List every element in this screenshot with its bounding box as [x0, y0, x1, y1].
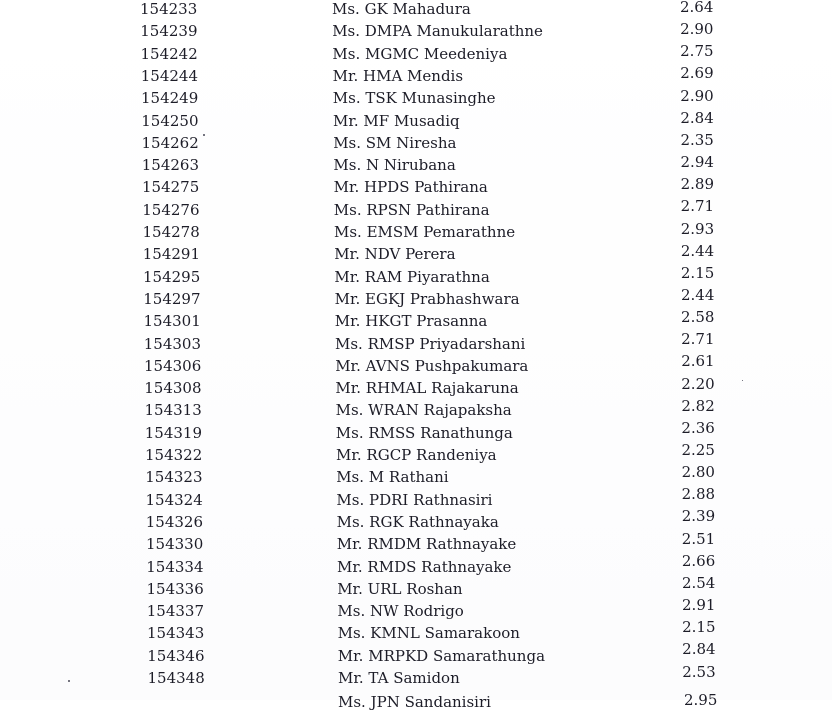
student-id: 154337 [146, 602, 205, 621]
student-id: 154242 [140, 44, 198, 63]
student-id: 154297 [143, 289, 201, 308]
table-row [0, 43, 832, 65]
gpa-score: 2.84 [682, 640, 716, 659]
student-name: Ms. GK Mahadura [332, 0, 471, 18]
student-name: Ms. MGMC Meedeniya [332, 44, 508, 63]
student-id: 154326 [145, 512, 204, 531]
student-name: Mr. EGKJ Prabhashwara [334, 289, 520, 308]
student-id: 154324 [145, 490, 203, 509]
student-name: Mr. URL Roshan [337, 579, 463, 598]
gpa-score: 2.95 [684, 691, 718, 709]
student-name: Ms. NW Rodrigo [337, 602, 464, 621]
student-name: Ms. SM Niresha [333, 133, 457, 152]
student-name: Mr. TA Samidon [338, 669, 460, 687]
gpa-score: 2.90 [680, 20, 714, 39]
student-id: 154319 [144, 423, 203, 442]
gpa-score: 2.71 [680, 197, 715, 216]
gpa-score: 2.64 [680, 0, 714, 16]
student-name: Ms. N Nirubana [333, 156, 456, 175]
gpa-score: 2.61 [681, 352, 715, 371]
gpa-score: 2.58 [681, 308, 715, 327]
student-id: 154334 [146, 557, 204, 576]
student-name: Mr. HPDS Pathirana [333, 178, 488, 197]
student-id: 154330 [146, 535, 204, 554]
student-name: Ms. KMNL Samarakoon [337, 624, 520, 643]
student-id: 154303 [143, 334, 202, 353]
student-name: Mr. RHMAL Rajakaruna [335, 379, 519, 398]
student-name: Mr. RAM Piyarathna [334, 267, 490, 286]
gpa-score: 2.88 [681, 485, 716, 504]
student-id: 154295 [143, 267, 201, 286]
gpa-score: 2.94 [680, 153, 714, 172]
student-id: 154323 [145, 468, 203, 487]
student-id: 154249 [141, 89, 199, 108]
student-id: 154348 [147, 669, 205, 687]
student-name: Ms. RMSP Priyadarshani [335, 334, 526, 353]
gpa-score: 2.89 [680, 175, 714, 194]
student-id: 154343 [147, 624, 205, 643]
student-id: 154322 [145, 446, 203, 464]
gpa-score: 2.15 [680, 263, 715, 282]
student-id: 154263 [141, 156, 200, 175]
gpa-score: 2.71 [681, 330, 715, 349]
student-name: Mr. RMDM Rathnayake [336, 535, 517, 554]
student-name: Ms. EMSM Pemarathne [334, 223, 516, 241]
student-name: Ms. RMSS Ranathunga [335, 423, 513, 442]
student-name: Mr. NDV Perera [334, 245, 456, 264]
student-name: Ms. JPN Sandanisiri [338, 693, 491, 711]
student-id: 154313 [144, 401, 202, 420]
student-name: Mr. AVNS Pushpakumara [335, 356, 529, 375]
scan-speck [68, 680, 70, 682]
student-name: Ms. DMPA Manukularathne [332, 22, 543, 41]
gpa-score: 2.93 [680, 219, 715, 238]
student-name: Ms. RPSN Pathirana [333, 200, 490, 219]
gpa-score: 2.39 [681, 507, 716, 526]
student-id: 154336 [146, 579, 204, 598]
gpa-score: 2.36 [681, 418, 715, 437]
table-row [0, 20, 832, 42]
student-name: Ms. RGK Rathnayaka [336, 512, 499, 531]
gpa-score: 2.44 [680, 241, 715, 260]
student-name: Ms. PDRI Rathnasiri [336, 490, 493, 509]
student-id: 154278 [142, 223, 200, 241]
gpa-score: 2.15 [682, 618, 716, 637]
student-id: 154308 [144, 379, 202, 398]
student-id: 154250 [141, 111, 199, 130]
student-id: 154233 [140, 0, 198, 18]
student-name: Ms. M Rathani [336, 468, 449, 487]
student-id: 154244 [140, 66, 199, 85]
gpa-score: 2.91 [682, 596, 716, 615]
student-id: 154306 [144, 356, 202, 375]
gpa-score: 2.20 [681, 374, 715, 393]
student-name: Mr. MRPKD Samarathunga [337, 646, 546, 665]
table-row [0, 0, 832, 20]
student-id: 154346 [147, 646, 205, 665]
student-name: Mr. HMA Mendis [332, 66, 464, 85]
student-name: Ms. TSK Munasinghe [332, 89, 496, 108]
gpa-score: 2.82 [681, 396, 715, 415]
table-row-partial [0, 691, 832, 713]
gpa-score: 2.35 [680, 130, 714, 149]
gpa-score: 2.90 [680, 86, 714, 105]
gpa-score: 2.84 [680, 108, 714, 127]
student-name: Mr. MF Musadiq [333, 111, 460, 130]
student-id: 154239 [140, 22, 198, 41]
scan-speck [742, 380, 743, 381]
student-id: 154276 [142, 200, 200, 219]
gpa-score: 2.75 [680, 42, 714, 61]
student-id: 154301 [143, 312, 201, 331]
student-id: 154275 [142, 178, 200, 197]
student-name: Mr. RGCP Randeniya [336, 446, 497, 464]
gpa-score: 2.51 [681, 529, 716, 548]
scan-speck [203, 134, 205, 136]
gpa-score: 2.53 [682, 662, 716, 681]
student-name: Ms. WRAN Rajapaksha [335, 401, 512, 420]
gpa-score: 2.25 [681, 441, 715, 459]
gpa-score: 2.66 [681, 551, 716, 570]
gpa-score: 2.44 [680, 285, 715, 304]
student-name: Mr. HKGT Prasanna [334, 312, 488, 331]
gpa-score: 2.80 [681, 463, 715, 482]
student-name: Mr. RMDS Rathnayake [337, 557, 512, 576]
table-row [0, 662, 832, 689]
gpa-score: 2.69 [680, 64, 714, 83]
student-id: 154262 [141, 133, 199, 152]
gpa-score: 2.54 [681, 573, 716, 592]
table-row [0, 65, 832, 87]
student-id: 154291 [142, 245, 201, 264]
